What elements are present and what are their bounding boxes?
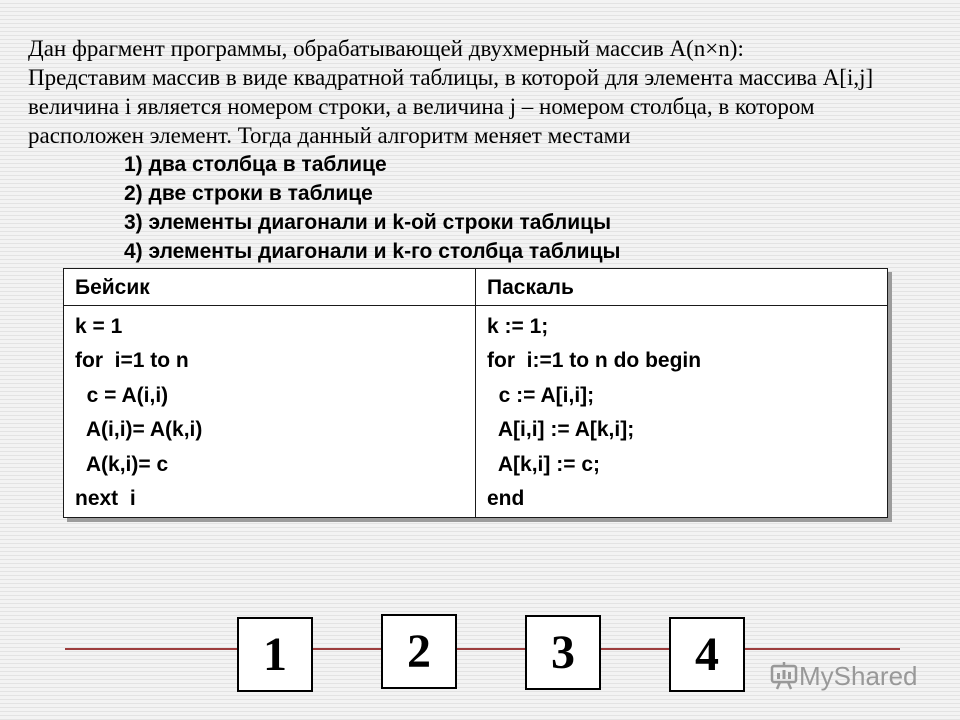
pascal-code-line: A[i,i] := A[k,i];	[487, 418, 635, 442]
option-4: 4) элементы диагонали и k-го столбца таблицы	[124, 240, 621, 263]
answer-box-2[interactable]: 2	[381, 614, 457, 689]
task-line-4: расположен элемент. Тогда данный алгоритм меняет местами	[28, 123, 631, 148]
divider-line	[65, 648, 900, 650]
watermark-text: MyShared	[799, 661, 918, 691]
basic-code-line: k = 1	[75, 315, 123, 338]
task-text	[28, 34, 948, 266]
option-2: 2) две строки в таблице	[124, 182, 373, 205]
pascal-code-line: A[k,i] := c;	[487, 452, 600, 476]
code-table	[63, 268, 888, 518]
pascal-code-line: for i:=1 to n do begin	[487, 349, 702, 373]
pascal-code-cell	[475, 306, 887, 517]
pascal-code-line: c := A[i,i];	[487, 383, 595, 407]
table-header-basic: Бейсик	[64, 269, 475, 306]
answer-box-3[interactable]: 3	[525, 615, 601, 690]
basic-code-line: c = A(i,i)	[75, 383, 169, 407]
option-3: 3) элементы диагонали и k-ой строки таблицы	[124, 211, 612, 234]
watermark-logo	[770, 661, 918, 691]
pascal-code-line: k := 1;	[487, 315, 549, 338]
basic-code-line: next i	[75, 486, 136, 510]
table-header-pascal: Паскаль	[475, 269, 887, 306]
option-1: 1) два столбца в таблице	[124, 153, 387, 176]
presentation-board-icon	[770, 661, 798, 691]
task-line-2: Представим массив в виде квадратной таблицы, в которой для элемента массива A[i,j]	[28, 65, 874, 90]
task-line-1: Дан фрагмент программы, обрабатывающей двухмерный массив A(n×n):	[28, 36, 744, 61]
answer-box-4[interactable]: 4	[669, 617, 745, 692]
task-line-3: величина i является номером строки, а величина j – номером столбца, в котором	[28, 94, 815, 119]
answer-box-1[interactable]: 1	[237, 617, 313, 692]
options-list	[124, 150, 948, 266]
basic-code-line: A(i,i)= A(k,i)	[75, 418, 203, 442]
basic-code-line: A(k,i)= c	[75, 452, 169, 476]
basic-code-cell	[64, 306, 475, 517]
basic-code-line: for i=1 to n	[75, 349, 189, 373]
pascal-code-line: end	[487, 486, 525, 510]
